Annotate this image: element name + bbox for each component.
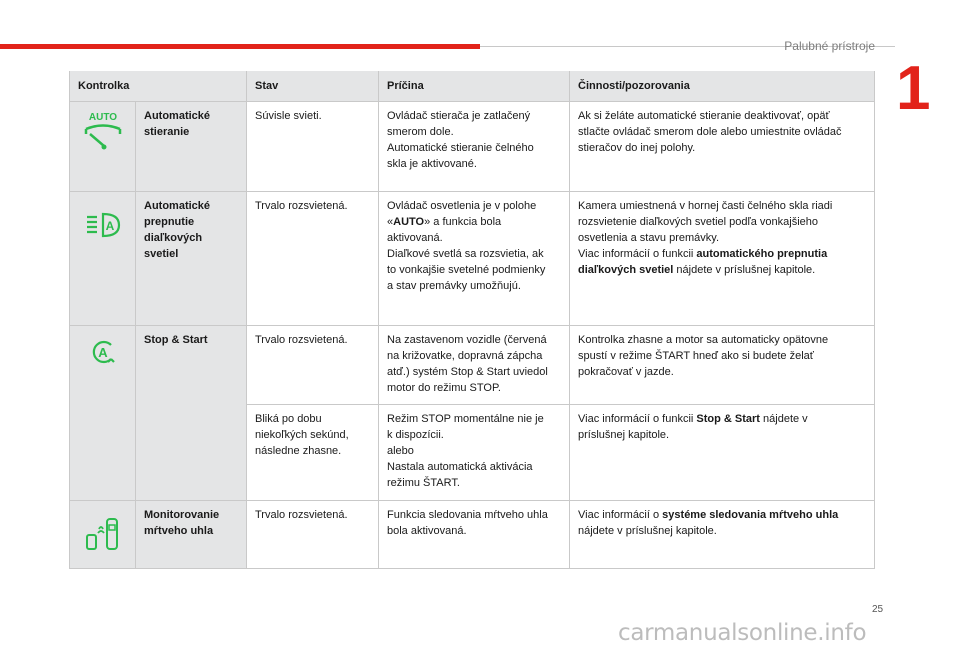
cause-cell: Režim STOP momentálne nie je k dispozícii. alebo Nastala automatická aktivácia režimu ŠTART. — [379, 405, 570, 501]
table-row — [70, 326, 875, 405]
actions-cell: Kontrolka zhasne a motor sa automaticky opätovne spustí v režime ŠTART hneď ako si budete želať pokračovať v jazde. — [570, 326, 875, 405]
state-cell: Bliká po dobu niekoľkých sekúnd, následne zhasne. — [247, 405, 379, 501]
section-title: Palubné prístroje — [784, 39, 875, 53]
svg-text:A: A — [105, 219, 114, 233]
cause-cell: Na zastavenom vozidle (červená na križovatke, dopravná zápcha atď.) systém Stop & Start uviedol motor do režimu STOP. — [379, 326, 570, 405]
col-header-cause: Príčina — [379, 71, 570, 102]
svg-text:A: A — [97, 345, 108, 360]
cause-cell: Ovládač osvetlenia je v polohe «AUTO» a funkcia bola aktivovaná. Diaľkové svetlá sa rozsvietia, ak to vonkajšie svetelné podmienky a stav premávky umožňujú. — [379, 192, 570, 326]
indicator-name: Automatické stieranie — [136, 102, 247, 192]
cause-cell: Funkcia sledovania mŕtveho uhla bola aktivovaná. — [379, 501, 570, 569]
cause-cell: Ovládač stierača je zatlačený smerom dole. Automatické stieranie čelného skla je aktivované. — [379, 102, 570, 192]
warning-lights-table — [69, 71, 875, 569]
actions-cell: Viac informácií o funkcii Stop & Start nájdete v príslušnej kapitole. — [570, 405, 875, 501]
chapter-number: 1 — [896, 54, 931, 123]
actions-cell: Ak si želáte automatické stieranie deaktivovať, opäť stlačte ovládač smerom dole alebo umiestnite ovládač stieračov do inej polohy. — [570, 102, 875, 192]
indicator-icon-cell — [70, 326, 136, 501]
indicator-name: Monitorovanie mŕtveho uhla — [136, 501, 247, 569]
col-header-state: Stav — [247, 71, 379, 102]
table-row — [70, 501, 875, 569]
blind-spot-icon — [85, 515, 121, 551]
table-row — [70, 102, 875, 192]
actions-cell: Viac informácií o systéme sledovania mŕtveho uhla nájdete v príslušnej kapitole. — [570, 501, 875, 569]
stop-start-icon — [89, 338, 117, 366]
state-cell: Trvalo rozsvietená. — [247, 192, 379, 326]
indicator-icon-cell — [70, 102, 136, 192]
state-cell: Trvalo rozsvietená. — [247, 326, 379, 405]
actions-cell: Kamera umiestnená v hornej časti čelného skla riadi rozsvietenie diaľkových svetiel podľa vonkajšieho osvetlenia a stavu premávky. Viac informácií o funkcii automatického prepnutia diaľkových svetiel nájdete v príslušnej kapitole. — [570, 192, 875, 326]
state-cell: Trvalo rozsvietená. — [247, 501, 379, 569]
col-header-indicator: Kontrolka — [70, 71, 247, 102]
page-number: 25 — [872, 604, 884, 615]
watermark: carmanualsonline.info — [618, 620, 867, 646]
indicator-name: Stop & Start — [136, 326, 247, 501]
table-row — [70, 192, 875, 326]
header-red-bar — [0, 44, 480, 49]
indicator-icon-cell — [70, 501, 136, 569]
table-header-row — [70, 71, 875, 102]
auto-wiper-icon-label: AUTO — [88, 112, 117, 123]
indicator-icon-cell — [70, 192, 136, 326]
auto-high-beam-icon — [85, 212, 121, 238]
indicator-name: Automatické prepnutie diaľkových svetiel — [136, 192, 247, 326]
col-header-actions: Činnosti/pozorovania — [570, 71, 875, 102]
auto-wiper-icon — [80, 110, 126, 154]
state-cell: Súvisle svieti. — [247, 102, 379, 192]
